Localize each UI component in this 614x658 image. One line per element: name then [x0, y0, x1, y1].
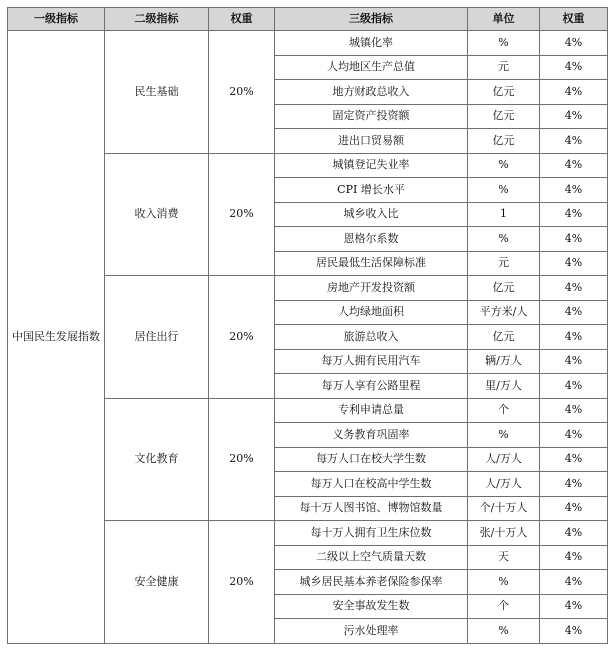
unit-cell: 元 [468, 55, 540, 80]
level3-indicator: 居民最低生活保障标准 [275, 251, 468, 276]
level3-indicator: 每万人拥有民用汽车 [275, 349, 468, 374]
index-table-container [7, 7, 608, 644]
level3-indicator: 每万人口在校高中学生数 [275, 472, 468, 497]
level3-indicator: 污水处理率 [275, 619, 468, 644]
unit-cell: 天 [468, 545, 540, 570]
header-level3: 三级指标 [275, 8, 468, 31]
level2-weight: 20% [209, 521, 275, 644]
level3-weight: 4% [540, 153, 608, 178]
level3-weight: 4% [540, 521, 608, 546]
level3-indicator: 义务教育巩固率 [275, 423, 468, 448]
level3-weight: 4% [540, 398, 608, 423]
level2-indicator: 居住出行 [105, 276, 209, 399]
unit-cell: 1 [468, 202, 540, 227]
unit-cell: % [468, 31, 540, 56]
level3-indicator: 每十万人拥有卫生床位数 [275, 521, 468, 546]
level3-indicator: 人均绿地面积 [275, 300, 468, 325]
unit-cell: 辆/万人 [468, 349, 540, 374]
level3-weight: 4% [540, 447, 608, 472]
level3-indicator: 城乡居民基本养老保险参保率 [275, 570, 468, 595]
level3-indicator: 每十万人图书馆、博物馆数量 [275, 496, 468, 521]
level2-weight: 20% [209, 31, 275, 154]
level3-indicator: 城乡收入比 [275, 202, 468, 227]
header-unit: 单位 [468, 8, 540, 31]
unit-cell: % [468, 570, 540, 595]
unit-cell: % [468, 178, 540, 203]
level3-indicator: 二级以上空气质量天数 [275, 545, 468, 570]
level3-indicator: 人均地区生产总值 [275, 55, 468, 80]
level3-indicator: 恩格尔系数 [275, 227, 468, 252]
level3-indicator: 城镇化率 [275, 31, 468, 56]
unit-cell: 人/万人 [468, 472, 540, 497]
unit-cell: % [468, 423, 540, 448]
unit-cell: % [468, 153, 540, 178]
unit-cell: 平方米/人 [468, 300, 540, 325]
level3-indicator: 专利申请总量 [275, 398, 468, 423]
level3-weight: 4% [540, 570, 608, 595]
level3-indicator: 每万人享有公路里程 [275, 374, 468, 399]
level3-weight: 4% [540, 594, 608, 619]
level3-weight: 4% [540, 80, 608, 105]
level3-weight: 4% [540, 300, 608, 325]
level3-weight: 4% [540, 55, 608, 80]
level3-weight: 4% [540, 178, 608, 203]
header-weight-level3: 权重 [540, 8, 608, 31]
unit-cell: 个 [468, 594, 540, 619]
unit-cell: 亿元 [468, 80, 540, 105]
unit-cell: % [468, 227, 540, 252]
level3-weight: 4% [540, 349, 608, 374]
table-row [8, 31, 608, 56]
level2-weight: 20% [209, 398, 275, 521]
level3-weight: 4% [540, 129, 608, 154]
level3-weight: 4% [540, 423, 608, 448]
header-weight-level2: 权重 [209, 8, 275, 31]
level2-weight: 20% [209, 153, 275, 276]
unit-cell: 亿元 [468, 104, 540, 129]
level2-indicator: 文化教育 [105, 398, 209, 521]
level2-indicator: 民生基础 [105, 31, 209, 154]
header-row [8, 8, 608, 31]
level2-indicator: 安全健康 [105, 521, 209, 644]
level3-weight: 4% [540, 276, 608, 301]
unit-cell: 个 [468, 398, 540, 423]
index-system-table [7, 7, 608, 644]
unit-cell: 亿元 [468, 276, 540, 301]
unit-cell: % [468, 619, 540, 644]
level3-weight: 4% [540, 619, 608, 644]
level3-indicator: 进出口贸易额 [275, 129, 468, 154]
table-body [8, 31, 608, 644]
unit-cell: 亿元 [468, 325, 540, 350]
header-level2: 二级指标 [105, 8, 209, 31]
level3-weight: 4% [540, 496, 608, 521]
level3-indicator: 城镇登记失业率 [275, 153, 468, 178]
level3-weight: 4% [540, 202, 608, 227]
level3-weight: 4% [540, 31, 608, 56]
unit-cell: 人/万人 [468, 447, 540, 472]
level3-weight: 4% [540, 325, 608, 350]
level2-indicator: 收入消费 [105, 153, 209, 276]
unit-cell: 元 [468, 251, 540, 276]
unit-cell: 亿元 [468, 129, 540, 154]
level3-weight: 4% [540, 472, 608, 497]
level3-indicator: CPI 增长水平 [275, 178, 468, 203]
unit-cell: 里/万人 [468, 374, 540, 399]
level3-indicator: 安全事故发生数 [275, 594, 468, 619]
level3-weight: 4% [540, 545, 608, 570]
level3-indicator: 地方财政总收入 [275, 80, 468, 105]
level3-weight: 4% [540, 374, 608, 399]
level3-weight: 4% [540, 104, 608, 129]
level3-indicator: 旅游总收入 [275, 325, 468, 350]
level3-indicator: 房地产开发投资额 [275, 276, 468, 301]
level3-weight: 4% [540, 251, 608, 276]
level3-indicator: 固定资产投资额 [275, 104, 468, 129]
level3-weight: 4% [540, 227, 608, 252]
unit-cell: 个/十万人 [468, 496, 540, 521]
header-level1: 一级指标 [8, 8, 105, 31]
level2-weight: 20% [209, 276, 275, 399]
level1-indicator: 中国民生发展指数 [8, 31, 105, 644]
unit-cell: 张/十万人 [468, 521, 540, 546]
level3-indicator: 每万人口在校大学生数 [275, 447, 468, 472]
